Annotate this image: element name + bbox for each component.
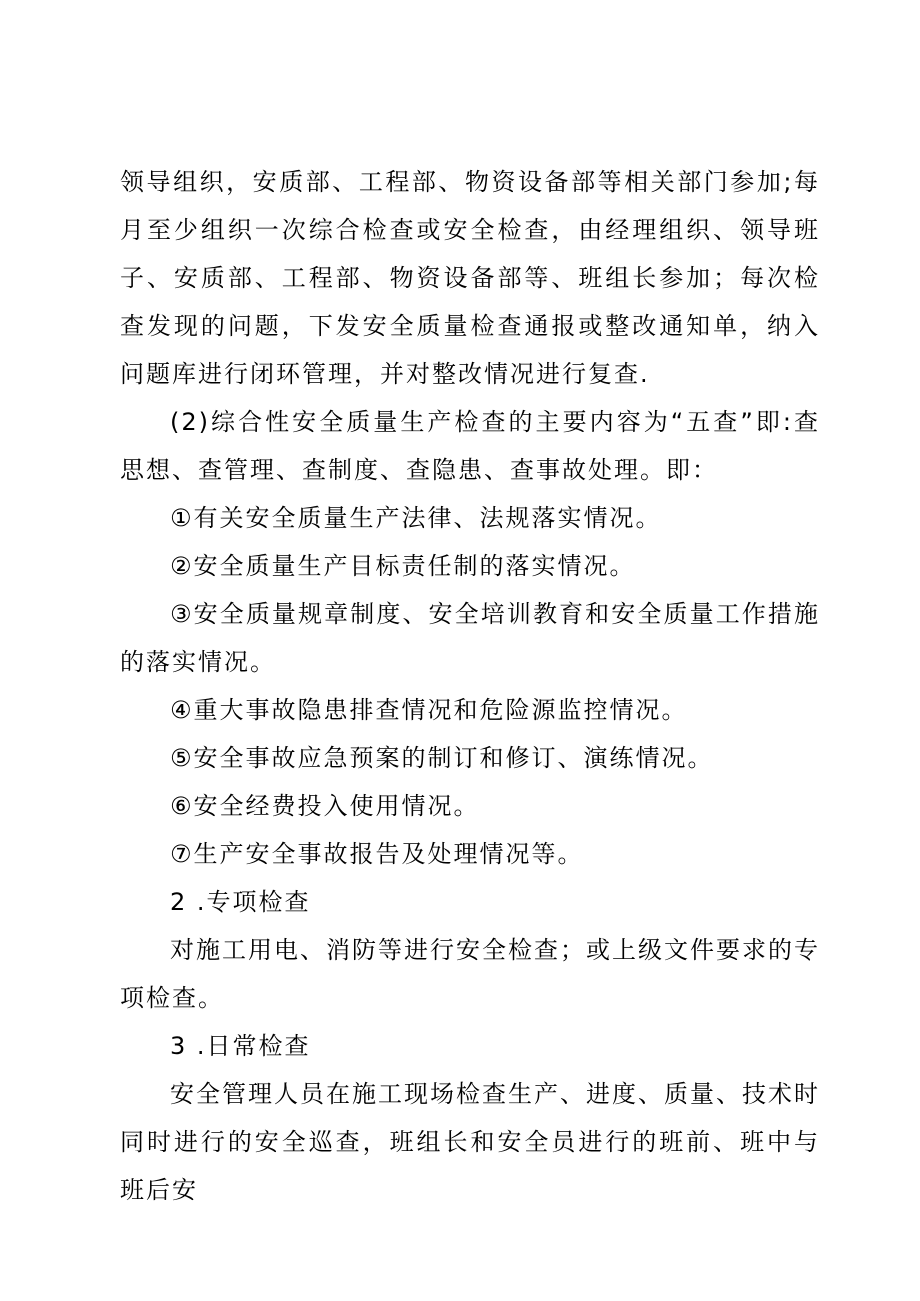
list-item-6: ⑥安全经费投入使用情况。 bbox=[170, 792, 480, 820]
list-item-2: ②安全质量生产目标责任制的落实情况。 bbox=[170, 552, 636, 580]
paragraph-daily-inspection: 安全管理人员在施工现场检查生产、进度、质量、技术时同时进行的安全巡查，班组长和安全员进行的班前、班中与班后安 bbox=[120, 1080, 820, 1204]
paragraph-five-checks: (2)综合性安全质量生产检查的主要内容为“五查”即:查思想、查管理、查制度、查隐患、查事故处理。即： bbox=[120, 408, 820, 484]
list-item-5: ⑤安全事故应急预案的制订和修订、演练情况。 bbox=[170, 744, 714, 772]
paragraph-special-inspection: 对施工用电、消防等进行安全检查；或上级文件要求的专项检查。 bbox=[120, 936, 820, 1012]
paragraph-inspection-organization: 领导组织，安质部、工程部、物资设备部等相关部门参加;每月至少组织一次综合检查或安全检查，由经理组织、领导班子、安质部、工程部、物资设备部等、班组长参加；每次检查发现的问题，下发安全质量检查通报或整改通知单，纳入问题库进行闭环管理，并对整改情况进行复查. bbox=[120, 168, 820, 388]
list-item-3: ③安全质量规章制度、安全培训教育和安全质量工作措施的落实情况。 bbox=[120, 600, 820, 676]
list-item-4: ④重大事故隐患排查情况和危险源监控情况。 bbox=[170, 696, 688, 724]
section-heading-daily-inspection: 3 .日常检查 bbox=[170, 1032, 311, 1060]
section-heading-special-inspection: 2 .专项检查 bbox=[170, 888, 311, 916]
list-item-7: ⑦生产安全事故报告及处理情况等。 bbox=[170, 840, 584, 868]
list-item-1: ①有关安全质量生产法律、法规落实情况。 bbox=[170, 504, 662, 532]
document-body bbox=[120, 158, 820, 1214]
